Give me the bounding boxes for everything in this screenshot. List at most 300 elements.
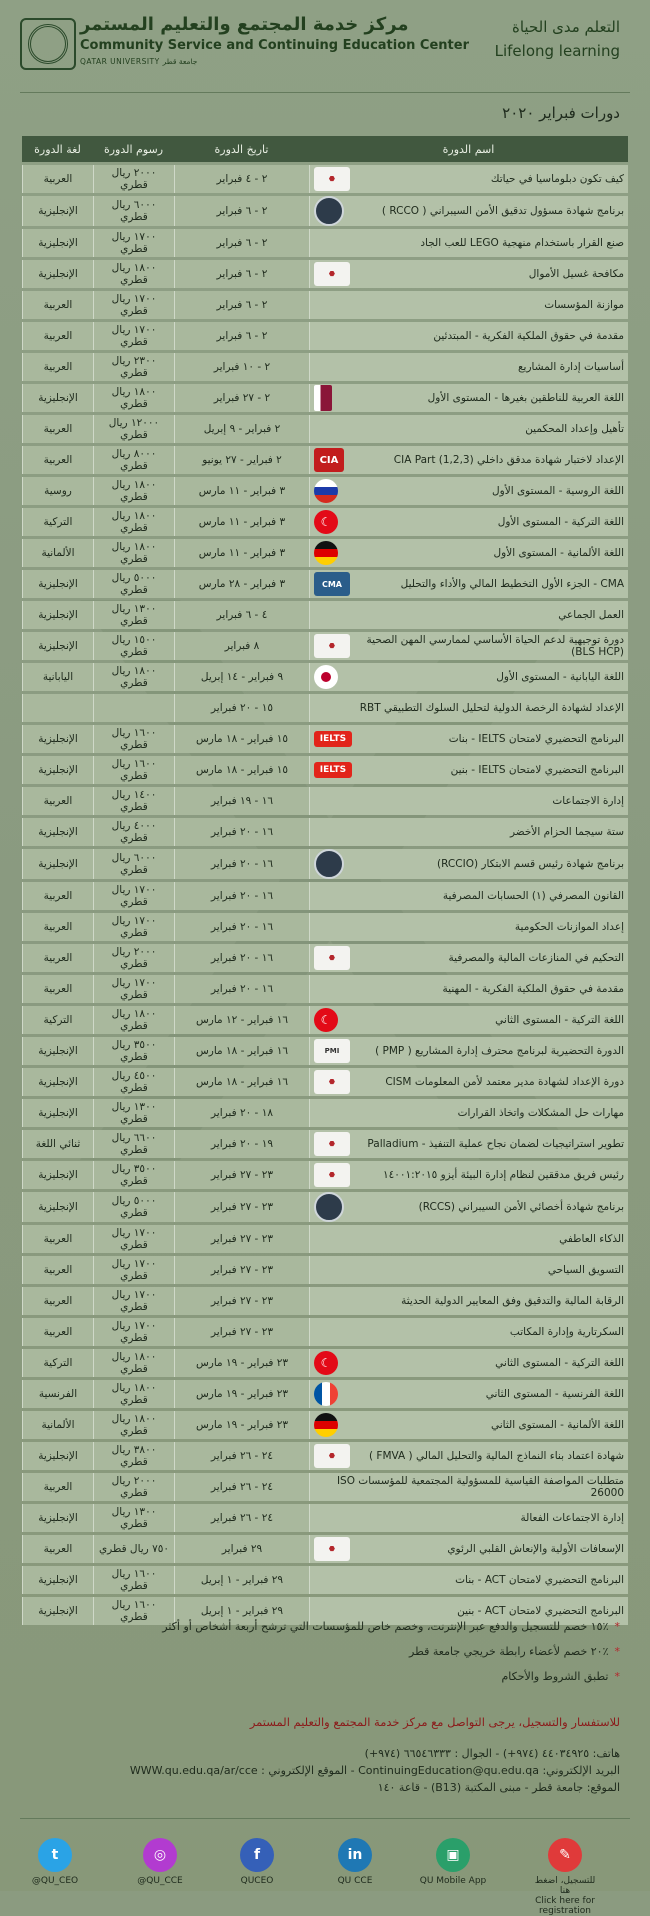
turkey-flag-icon: ☾ xyxy=(314,1351,338,1375)
course-name: الدورة التحضيرية لبرنامج محترف إدارة المشاريع ( PMP ) xyxy=(375,1045,624,1057)
table-row xyxy=(22,756,628,784)
course-language: العربية xyxy=(22,165,93,193)
course-date: ١٨ - ٢٠ فبراير xyxy=(174,1099,309,1127)
course-name: شهادة اعتماد بناء النماذج المالية والتحليل المالي ( FMVA ) xyxy=(368,1450,624,1462)
course-language: العربية xyxy=(22,322,93,350)
course-name: السكرتارية وإدارة المكاتب xyxy=(509,1326,624,1338)
table-row xyxy=(22,1006,628,1034)
course-date: ٣ فبراير - ١١ مارس xyxy=(174,477,309,505)
course-name-cell xyxy=(309,1566,628,1594)
course-name: أساسيات إدارة المشاريع xyxy=(517,361,624,373)
table-row xyxy=(22,1411,628,1439)
course-name-cell xyxy=(309,260,628,288)
course-language: العربية xyxy=(22,1473,93,1501)
table-header-row xyxy=(22,136,628,162)
russia-flag-icon xyxy=(314,479,338,503)
course-fee: ١٣٠٠ ريال قطري xyxy=(93,1504,174,1532)
social-link-instagram[interactable] xyxy=(125,1838,195,1886)
course-date: ٢ - ٦ فبراير xyxy=(174,291,309,319)
table-row xyxy=(22,694,628,722)
course-fee: ٤٠٠٠ ريال قطري xyxy=(93,818,174,846)
course-date: ٢٣ - ٢٧ فبراير xyxy=(174,1192,309,1222)
courses-table xyxy=(22,133,628,1628)
course-date: ١٩ - ٢٠ فبراير xyxy=(174,1130,309,1158)
course-name-cell xyxy=(309,1504,628,1532)
course-language: الإنجليزية xyxy=(22,1504,93,1532)
course-name-cell xyxy=(309,818,628,846)
course-name: ستة سيجما الحزام الأخضر xyxy=(509,826,624,838)
course-fee: ١٧٠٠ ريال قطري xyxy=(93,1318,174,1346)
course-name: مقدمة في حقوق الملكية الفكرية - المهنية xyxy=(442,983,624,995)
tagline-arabic: التعلم مدى الحياة xyxy=(511,18,620,36)
course-fee xyxy=(93,694,174,722)
course-fee: ٥٠٠٠ ريال قطري xyxy=(93,570,174,598)
course-date: ٢ فبراير - ٩ إبريل xyxy=(174,415,309,443)
table-row xyxy=(22,632,628,660)
course-language: الإنجليزية xyxy=(22,1442,93,1470)
course-date: ١٦ - ٢٠ فبراير xyxy=(174,849,309,879)
course-name-cell xyxy=(309,322,628,350)
course-name-cell xyxy=(309,196,628,226)
course-name: إدارة الاجتماعات الفعالة xyxy=(520,1512,624,1524)
course-date: ١٦ فبراير - ١٨ مارس xyxy=(174,1037,309,1065)
social-label: @QU_CCE xyxy=(137,1876,183,1886)
course-name-cell xyxy=(309,944,628,972)
table-row xyxy=(22,1130,628,1158)
facebook-icon: f xyxy=(240,1838,274,1872)
course-fee: ١٦٠٠ ريال قطري xyxy=(93,1597,174,1625)
table-row xyxy=(22,1318,628,1346)
table-row xyxy=(22,849,628,879)
course-name: اللغة الروسية - المستوى الأول xyxy=(492,485,624,497)
course-date: ٢٣ - ٢٧ فبراير xyxy=(174,1287,309,1315)
course-language: العربية xyxy=(22,1287,93,1315)
course-date: ٢ - ٤ فبراير xyxy=(174,165,309,193)
course-name-cell xyxy=(309,1068,628,1096)
logo-badge: ⬣ xyxy=(314,1537,350,1561)
course-name: مكافحة غسيل الأموال xyxy=(528,268,624,280)
turkey-flag-icon: ☾ xyxy=(314,510,338,534)
course-name-cell xyxy=(309,1380,628,1408)
course-language: العربية xyxy=(22,1535,93,1563)
course-fee: ١٧٠٠ ريال قطري xyxy=(93,1256,174,1284)
course-name: صنع القرار باستخدام منهجية LEGO للعب الجاد xyxy=(420,237,624,249)
course-date: ١٦ - ٢٠ فبراير xyxy=(174,975,309,1003)
table-row xyxy=(22,353,628,381)
course-language: الإنجليزية xyxy=(22,849,93,879)
course-language: الإنجليزية xyxy=(22,570,93,598)
table-row xyxy=(22,260,628,288)
table-row xyxy=(22,477,628,505)
course-language: العربية xyxy=(22,1318,93,1346)
course-fee: ١٨٠٠ ريال قطري xyxy=(93,260,174,288)
table-row xyxy=(22,913,628,941)
course-fee: ١٦٠٠ ريال قطري xyxy=(93,725,174,753)
course-name: اللغة الألمانية - المستوى الأول xyxy=(493,547,624,559)
course-fee: ١٨٠٠ ريال قطري xyxy=(93,539,174,567)
course-fee: ١٧٠٠ ريال قطري xyxy=(93,322,174,350)
course-name: دورة الإعداد لشهادة مدير معتمد لأمن المعلومات CISM xyxy=(385,1076,624,1088)
course-language: الإنجليزية xyxy=(22,818,93,846)
note-online-discount: *٪١٥ خصم للتسجيل والدفع عبر الإنترنت، وخصم خاص للمؤسسات التي ترشح أربعة أشخاص أو أكثر xyxy=(162,1620,620,1633)
course-date: ٢٤ - ٢٦ فبراير xyxy=(174,1473,309,1501)
course-fee: ٣٨٠٠ ريال قطري xyxy=(93,1442,174,1470)
course-fee: ١٧٠٠ ريال قطري xyxy=(93,975,174,1003)
course-language: التركية xyxy=(22,1349,93,1377)
course-fee: ٣٥٠٠ ريال قطري xyxy=(93,1037,174,1065)
course-fee: ١٨٠٠ ريال قطري xyxy=(93,1411,174,1439)
course-name-cell xyxy=(309,446,628,474)
course-date: ١٦ - ٢٠ فبراير xyxy=(174,882,309,910)
course-date: ٣ فبراير - ٢٨ مارس xyxy=(174,570,309,598)
university-name: QATAR UNIVERSITY جامعة قطر xyxy=(80,57,198,66)
course-fee: ٦٦٠٠ ريال قطري xyxy=(93,1130,174,1158)
cma-logo-icon: CMA xyxy=(314,572,350,596)
table-row xyxy=(22,1037,628,1065)
table-row xyxy=(22,1192,628,1222)
course-name: البرنامج التحضيري لامتحان IELTS - بنين xyxy=(450,764,624,776)
table-row xyxy=(22,1287,628,1315)
course-name: البرنامج التحضيري لامتحان IELTS - بنات xyxy=(448,733,624,745)
course-name: البرنامج التحضيري لامتحان ACT - بنين xyxy=(457,1605,624,1617)
course-date: ١٥ فبراير - ١٨ مارس xyxy=(174,725,309,753)
course-language: العربية xyxy=(22,446,93,474)
contact-info xyxy=(130,1745,620,1796)
table-row xyxy=(22,1442,628,1470)
course-fee: ١٧٠٠ ريال قطري xyxy=(93,882,174,910)
course-name-cell xyxy=(309,975,628,1003)
social-link-linkedin[interactable] xyxy=(320,1838,390,1886)
pmi-logo-icon: PMI xyxy=(314,1039,350,1063)
note-alumni-discount: *٪٢٠ خصم لأعضاء رابطة خريجي جامعة قطر xyxy=(409,1645,620,1658)
course-name-cell xyxy=(309,1411,628,1439)
column-header-language: لغة الدورة xyxy=(22,136,93,162)
turkey-flag-icon: ☾ xyxy=(314,1008,338,1032)
table-row xyxy=(22,1566,628,1594)
instagram-icon: ◎ xyxy=(143,1838,177,1872)
course-language: الإنجليزية xyxy=(22,1068,93,1096)
course-name: متطلبات المواصفة القياسية للمسؤولية المجتمعية للمؤسسات ISO 26000 xyxy=(336,1475,624,1499)
course-date: ٢ - ٦ فبراير xyxy=(174,196,309,226)
table-row xyxy=(22,1535,628,1563)
course-name-cell xyxy=(309,694,628,722)
course-language: الإنجليزية xyxy=(22,1099,93,1127)
course-fee: ٢٣٠٠ ريال قطري xyxy=(93,353,174,381)
course-name-cell xyxy=(309,1256,628,1284)
course-fee: ١٧٠٠ ريال قطري xyxy=(93,229,174,257)
linkedin-icon: in xyxy=(338,1838,372,1872)
japan-flag-icon xyxy=(314,665,338,689)
table-row xyxy=(22,446,628,474)
course-date: ٢٣ - ٢٧ فبراير xyxy=(174,1161,309,1189)
course-date: ١٦ - ١٩ فبراير xyxy=(174,787,309,815)
course-name: كيف تكون دبلوماسيا في حياتك xyxy=(490,173,624,185)
social-label: QU Mobile App xyxy=(419,1876,487,1886)
course-language: التركية xyxy=(22,508,93,536)
course-name: برنامج شهادة رئيس قسم الابتكار (RCCIO) xyxy=(437,858,624,870)
course-date: ١٥ فبراير - ١٨ مارس xyxy=(174,756,309,784)
course-language: روسية xyxy=(22,477,93,505)
course-date: ٢٤ - ٢٦ فبراير xyxy=(174,1504,309,1532)
course-fee: ١٨٠٠ ريال قطري xyxy=(93,663,174,691)
logo-badge: ⬣ xyxy=(314,167,350,191)
course-name: CMA - الجزء الأول التخطيط المالي والأداء والتحليل xyxy=(400,578,624,590)
table-row xyxy=(22,1225,628,1253)
course-name-cell xyxy=(309,1006,628,1034)
course-name-cell xyxy=(309,632,628,660)
course-language: الإنجليزية xyxy=(22,229,93,257)
course-language: الألمانية xyxy=(22,1411,93,1439)
course-date: ٢٣ فبراير - ١٩ مارس xyxy=(174,1349,309,1377)
section-title: دورات فبراير ٢٠٢٠ xyxy=(502,104,620,122)
course-language: الإنجليزية xyxy=(22,1566,93,1594)
course-date: ١٥ - ٢٠ فبراير xyxy=(174,694,309,722)
course-fee: ٥٠٠٠ ريال قطري xyxy=(93,1192,174,1222)
course-language: العربية xyxy=(22,787,93,815)
course-fee: ١٦٠٠ ريال قطري xyxy=(93,756,174,784)
course-date: ٨ فبراير xyxy=(174,632,309,660)
course-date: ١٦ فبراير - ١٢ مارس xyxy=(174,1006,309,1034)
course-date: ٢ - ٦ فبراير xyxy=(174,322,309,350)
table-row xyxy=(22,818,628,846)
course-date: ٢٣ - ٢٧ فبراير xyxy=(174,1225,309,1253)
course-language: الإنجليزية xyxy=(22,196,93,226)
logo-badge: ⬣ xyxy=(314,262,350,286)
contact-email[interactable]: البريد الإلكتروني: ContinuingEducation@qu.edu.qa - الموقع الإلكتروني : WWW.qu.edu.qa/ar/cce xyxy=(129,1764,620,1777)
course-name-cell xyxy=(309,882,628,910)
course-language: ثنائي اللغة xyxy=(22,1130,93,1158)
course-fee: ٢٠٠٠ ريال قطري xyxy=(93,165,174,193)
course-name-cell xyxy=(309,539,628,567)
table-row xyxy=(22,1349,628,1377)
table-row xyxy=(22,1099,628,1127)
table-row xyxy=(22,1068,628,1096)
course-language: العربية xyxy=(22,353,93,381)
social-label: @QU_CEO xyxy=(31,1876,79,1886)
course-name: التسويق السياحي xyxy=(547,1264,624,1276)
course-name: التحكيم في المنازعات المالية والمصرفية xyxy=(448,952,624,964)
course-name: البرنامج التحضيري لامتحان ACT - بنات xyxy=(455,1574,624,1586)
course-name-cell xyxy=(309,1161,628,1189)
table-row xyxy=(22,1504,628,1532)
logo-badge: ⬣ xyxy=(314,1132,350,1156)
course-fee: ٢٠٠٠ ريال قطري xyxy=(93,1473,174,1501)
course-name: اللغة التركية - المستوى الأول xyxy=(497,516,624,528)
table-row xyxy=(22,725,628,753)
course-date: ٢٩ فبراير - ١ إبريل xyxy=(174,1597,309,1625)
course-language: العربية xyxy=(22,975,93,1003)
social-label: QU CCE xyxy=(337,1876,373,1886)
course-date: ٤ - ٦ فبراير xyxy=(174,601,309,629)
contact-title: للاستفسار والتسجيل، يرجى التواصل مع مركز خدمة المجتمع والتعليم المستمر xyxy=(249,1715,620,1729)
course-name-cell xyxy=(309,1349,628,1377)
course-name-cell xyxy=(309,165,628,193)
social-link-facebook[interactable] xyxy=(222,1838,292,1886)
course-name: اللغة التركية - المستوى الثاني xyxy=(495,1014,624,1026)
course-name: اللغة العربية للناطقين بغيرها - المستوى الأول xyxy=(427,392,624,404)
course-date: ٣ فبراير - ١١ مارس xyxy=(174,508,309,536)
table-row xyxy=(22,229,628,257)
course-name: الإعداد لاختبار شهادة مدقق داخلي CIA Part (1,2,3) xyxy=(393,454,624,466)
course-fee: ٦٠٠٠ ريال قطري xyxy=(93,196,174,226)
course-fee: ١٨٠٠ ريال قطري xyxy=(93,1380,174,1408)
course-date: ٢٩ فبراير - ١ إبريل xyxy=(174,1566,309,1594)
ielts-logo-icon: IELTS xyxy=(314,762,352,778)
column-header-date: تاريخ الدورة xyxy=(174,136,309,162)
course-fee: ١٨٠٠ ريال قطري xyxy=(93,1006,174,1034)
table-row xyxy=(22,322,628,350)
course-name-cell xyxy=(309,1535,628,1563)
course-name: الرقابة المالية والتدقيق وفق المعايير الدولية الحديثة xyxy=(401,1295,624,1307)
table-row xyxy=(22,601,628,629)
course-name: إدارة الاجتماعات xyxy=(552,795,624,807)
course-language: الإنجليزية xyxy=(22,725,93,753)
course-fee: ٣٥٠٠ ريال قطري xyxy=(93,1161,174,1189)
course-date: ٢ - ١٠ فبراير xyxy=(174,353,309,381)
mobile-app-icon: ▣ xyxy=(436,1838,470,1872)
footer-divider xyxy=(20,1818,630,1819)
course-name-cell xyxy=(309,1473,628,1501)
table-row xyxy=(22,787,628,815)
course-name-cell xyxy=(309,756,628,784)
course-name: برنامج شهادة أخصائي الأمن السيبراني (RCCS) xyxy=(418,1201,624,1213)
course-name: إعداد الموازنات الحكومية xyxy=(514,921,624,933)
social-link-mobile-app[interactable] xyxy=(418,1838,488,1886)
header xyxy=(0,0,650,100)
course-language: الإنجليزية xyxy=(22,1037,93,1065)
course-language: الإنجليزية xyxy=(22,260,93,288)
course-language: التركية xyxy=(22,1006,93,1034)
course-name-cell xyxy=(309,477,628,505)
course-date: ٢ - ٢٧ فبراير xyxy=(174,384,309,412)
course-date: ٢ - ٦ فبراير xyxy=(174,260,309,288)
course-name-cell xyxy=(309,508,628,536)
course-fee: ٤٥٠٠ ريال قطري xyxy=(93,1068,174,1096)
course-language: العربية xyxy=(22,1225,93,1253)
course-language: العربية xyxy=(22,882,93,910)
cce-logo xyxy=(20,18,76,70)
discount-notes xyxy=(162,1620,620,1695)
course-name-cell xyxy=(309,1442,628,1470)
course-name-cell xyxy=(309,1192,628,1222)
logo-badge: ⬣ xyxy=(314,1070,350,1094)
course-language: العربية xyxy=(22,913,93,941)
course-name-cell xyxy=(309,1037,628,1065)
course-fee: ٨٠٠٠ ريال قطري xyxy=(93,446,174,474)
course-fee: ١٧٠٠ ريال قطري xyxy=(93,1287,174,1315)
course-name-cell xyxy=(309,725,628,753)
table-row xyxy=(22,415,628,443)
course-date: ٢٣ - ٢٧ فبراير xyxy=(174,1256,309,1284)
course-language: العربية xyxy=(22,291,93,319)
registration-icon: ✎ xyxy=(548,1838,582,1872)
course-name: الإعداد لشهادة الرخصة الدولية لتحليل السلوك التطبيقي RBT xyxy=(359,702,624,714)
course-name-cell xyxy=(309,570,628,598)
tagline-english: Lifelong learning xyxy=(494,42,620,60)
logo-badge: ⬣ xyxy=(314,1163,350,1187)
course-language: الألمانية xyxy=(22,539,93,567)
qatar-flag-icon xyxy=(314,385,332,411)
course-fee: ١٤٠٠ ريال قطري xyxy=(93,787,174,815)
course-name-cell xyxy=(309,1099,628,1127)
contact-phone: هاتف: ٤٤٠٣٤٩٢٥ (٩٧٤+) - الجوال : ٦٦٥٤٦٣٣٣ (٩٧٤+) xyxy=(364,1747,620,1760)
course-fee: ١٦٠٠ ريال قطري xyxy=(93,1566,174,1594)
course-fee: ١٧٠٠ ريال قطري xyxy=(93,291,174,319)
cia-logo-icon: CIA xyxy=(314,448,344,472)
course-language: الإنجليزية xyxy=(22,756,93,784)
social-link-twitter[interactable] xyxy=(20,1838,90,1886)
course-name-cell xyxy=(309,1287,628,1315)
course-fee: ٢٠٠٠ ريال قطري xyxy=(93,944,174,972)
social-label: للتسجيل، اضغط هنا Click here for registration xyxy=(534,1876,596,1916)
course-language: الفرنسية xyxy=(22,1380,93,1408)
course-name-cell xyxy=(309,601,628,629)
header-divider xyxy=(20,92,630,93)
column-header-name: اسم الدورة xyxy=(309,136,628,162)
course-date: ١٦ - ٢٠ فبراير xyxy=(174,944,309,972)
course-name-cell xyxy=(309,229,628,257)
course-name: موازنة المؤسسات xyxy=(544,299,624,311)
course-name-cell xyxy=(309,787,628,815)
course-fee: ٧٥٠ ريال قطري xyxy=(93,1535,174,1563)
course-name-cell xyxy=(309,1318,628,1346)
course-name: رئيس فريق مدققين لنظام إدارة البيئة أيزو ١٤٠٠١:٢٠١٥ xyxy=(382,1169,624,1181)
course-date: ٢ - ٦ فبراير xyxy=(174,229,309,257)
course-name: القانون المصرفي (١) الحسابات المصرفية xyxy=(442,890,624,902)
social-link-registration[interactable] xyxy=(530,1838,600,1916)
table-row xyxy=(22,384,628,412)
course-fee: ١٨٠٠ ريال قطري xyxy=(93,508,174,536)
course-date: ٢٩ فبراير xyxy=(174,1535,309,1563)
course-language: الإنجليزية xyxy=(22,1597,93,1625)
course-name: العمل الجماعي xyxy=(558,609,624,621)
course-language xyxy=(22,694,93,722)
course-name-cell xyxy=(309,384,628,412)
course-name: الإسعافات الأولية والإنعاش القلبي الرئوي xyxy=(447,1543,624,1555)
table-row xyxy=(22,539,628,567)
ielts-logo-icon: IELTS xyxy=(314,731,352,747)
table-row xyxy=(22,944,628,972)
table-row xyxy=(22,1473,628,1501)
table-row xyxy=(22,663,628,691)
table-row xyxy=(22,570,628,598)
course-name: اللغة الفرنسية - المستوى الثاني xyxy=(485,1388,624,1400)
course-name-cell xyxy=(309,415,628,443)
course-language: الإنجليزية xyxy=(22,1161,93,1189)
france-flag-icon xyxy=(314,1382,338,1406)
seal-badge xyxy=(314,1192,344,1222)
table-row xyxy=(22,1256,628,1284)
table-row xyxy=(22,1380,628,1408)
course-name-cell xyxy=(309,353,628,381)
course-language: العربية xyxy=(22,1256,93,1284)
course-date: ٢ فبراير - ٢٧ يونيو xyxy=(174,446,309,474)
course-date: ٢٣ - ٢٧ فبراير xyxy=(174,1318,309,1346)
note-terms: *تطبق الشروط والأحكام xyxy=(501,1670,620,1683)
column-header-fee: رسوم الدورة xyxy=(93,136,174,162)
course-language: العربية xyxy=(22,415,93,443)
course-date: ١٦ - ٢٠ فبراير xyxy=(174,818,309,846)
course-fee: ١٥٠٠ ريال قطري xyxy=(93,632,174,660)
course-fee: ١٢٠٠٠ ريال قطري xyxy=(93,415,174,443)
table-row xyxy=(22,196,628,226)
social-label: QUCEO xyxy=(240,1876,274,1886)
course-name: تأهيل وإعداد المحكمين xyxy=(525,423,624,435)
logo-badge: ⬣ xyxy=(314,946,350,970)
course-date: ٩ فبراير - ١٤ إبريل xyxy=(174,663,309,691)
course-name-cell xyxy=(309,1225,628,1253)
table-row xyxy=(22,508,628,536)
